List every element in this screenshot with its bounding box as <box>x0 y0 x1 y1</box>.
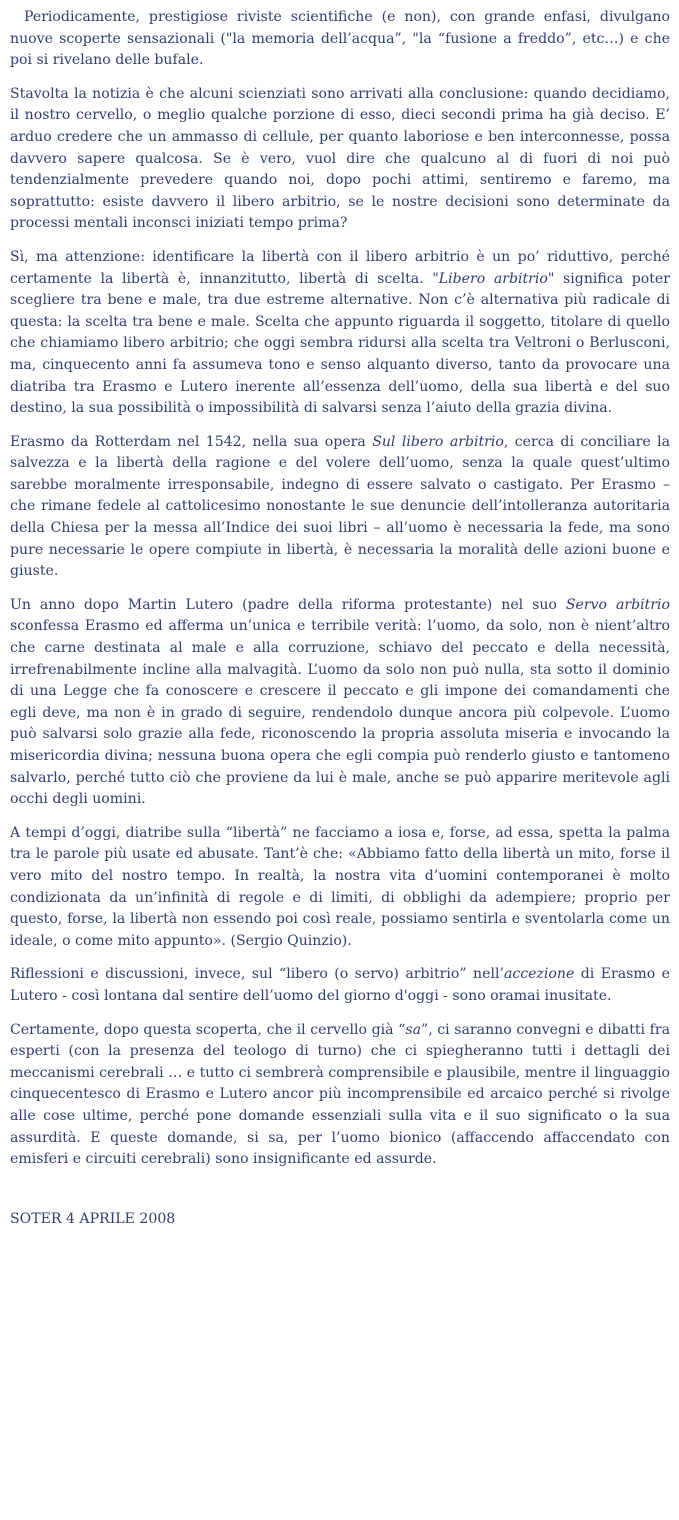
paragraph-8 <box>10 1020 670 1171</box>
paragraph-3-text-b: " significa poter scegliere tra bene e male, tra due estreme alternative. Non c’è alternativa più radicale di questa: la scelta tra bene e male. Scelta che appunto riguarda il soggetto, titolare di quello che chiamiamo libero arbitrio; che oggi sembra ridursi alla scelta tra Veltroni o Berlusconi, ma, cinquecento anni fa assumeva tono e senso alquanto diverso, tanto da provocare una diatriba tra Erasmo e Lutero inerente all’essenza dell’uomo, della sua libertà e del suo destino, la sua possibilità o impossibilità di salvarsi senza l’aiuto della grazia divina. <box>10 270 670 417</box>
paragraph-4-text-a: Erasmo da Rotterdam nel 1542, nella sua opera <box>10 433 373 450</box>
paragraph-6: A tempi d’oggi, diatribe sulla “libertà” ne facciamo a iosa e, forse, ad essa, spetta la palma tra le parole più usate ed abusate. Tant’è che: «Abbiamo fatto della libertà un mito, forse il vero mito del nostro tempo. In realtà, la nostra vita d’uomini contemporanei è molto condizionata da un’infinità di regole e di limiti, di obblighi da adempiere; proprio per questo, forse, la libertà non essendo poi così reale, possiamo sentirla e sventolarla come un ideale, o come mito appunto». (Sergio Quinzio). <box>10 824 670 949</box>
paragraph-3 <box>10 247 670 420</box>
paragraph-5 <box>10 595 670 811</box>
paragraph-3-text-a: Sì, ma attenzione: identificare la libertà con il libero arbitrio è un po’ riduttivo, perché certamente la libertà è, innanzitutto, libertà di scelta. " <box>10 248 670 287</box>
paragraph-1: Periodicamente, prestigiose riviste scientifiche (e non), con grande enfasi, divulgano nuove scoperte sensazionali ("la memoria dell’acqua”, "la “fusione a freddo”, etc…) e che poi si rivelano delle bufale. <box>10 9 670 69</box>
paragraph-8-italic: sa <box>405 1021 421 1038</box>
paragraph-7 <box>10 964 670 1007</box>
paragraph-4-italic: Sul libero arbitrio <box>372 433 504 450</box>
signature: SOTER 4 APRILE 2008 <box>10 1210 176 1227</box>
paragraph-7-text-b: di Erasmo e Lutero - così lontana dal sentire dell’uomo del giorno d'oggi - sono oramai inusitate. <box>10 966 670 1004</box>
paragraph-4-text-b: , cerca di conciliare la salvezza e la libertà della ragione e del volere dell’uomo, senza la quale quest’ultimo sarebbe moralmente irresponsabile, indegno di essere salvato o castigato. Per Erasmo – che rimane fedele al cattolicesimo nonostante le sue denuncie dell’intolleranza autoritaria della Chiesa per la messa all’Indice dei suoi libri – all’uomo è necessaria la fede, ma sono pure necessarie le opere compiute in libertà, è necessaria la moralità delle azioni buone e giuste. <box>10 433 671 580</box>
paragraph-8-text-a: Certamente, dopo questa scoperta, che il cervello già “ <box>10 1021 406 1038</box>
paragraph-8-text-b: ”, ci saranno convegni e dibatti fra esperti (con la presenza del teologo di turno) che ci spiegheranno tutti i dettagli dei meccanismi cerebrali … e tutto ci sembrerà comprensibile e plausibile, mentre il linguaggio cinquecentesco di Erasmo e Lutero ancor più incomprensibile ed arcaico perché si rivolge alle cose ultime, perché pone domande essenziali sulla vita e il suo significato o la sua assurdità. E queste domande, si sa, per l’uomo bionico (affaccendo affaccendato con emisferi e circuiti cerebrali) sono insignificante ed assurde. <box>10 1021 671 1168</box>
paragraph-5-text-a: Un anno dopo Martin Lutero (padre della riforma protestante) nel suo <box>10 596 566 613</box>
paragraph-5-italic: Servo arbitrio <box>565 596 671 613</box>
paragraph-4 <box>10 432 670 583</box>
article-body <box>10 7 670 1242</box>
paragraph-3-italic: Libero arbitrio <box>438 270 548 287</box>
paragraph-7-italic: accezione <box>503 966 575 983</box>
paragraph-7-text-a: Riflessioni e discussioni, invece, sul “libero (o servo) arbitrio” nell’ <box>10 966 504 983</box>
paragraph-5-text-b: sconfessa Erasmo ed afferma un’unica e terribile verità: l’uomo, da solo, non è nient’altro che carne destinata al male e alla corruzione, schiavo del peccato e della necessità, irrefrenabilmente incline alla malvagità. L’uomo da solo non può nulla, sta sotto il dominio di una Legge che fa conoscere e crescere il peccato e gli impone dei comandamenti che egli deve, ma non è in grado di seguire, rendendolo dunque ancora più colpevole. L’uomo può salvarsi solo grazie alla fede, riconoscendo la propria assoluta miseria e invocando la misericordia divina; nessuna buona opera che egli compia può renderlo giusto e tantomeno salvarlo, perché tutto ciò che proviene da lui è male, anche se può apparire meritevole agli occhi degli uomini. <box>10 618 670 808</box>
paragraph-2: Stavolta la notizia è che alcuni scienziati sono arrivati alla conclusione: quando decidiamo, il nostro cervello, o meglio qualche porzione di esso, dieci secondi prima ha già deciso. E’ arduo credere che un ammasso di cellule, per quanto laboriose e ben interconnesse, possa davvero sapere qualcosa. Se è vero, vuol dire che qualcuno al di fuori di noi può tendenzialmente prevedere quando noi, dopo pochi attimi, sentiremo e faremo, ma soprattutto: esiste davvero il libero arbitrio, se le nostre decisioni sono determinate da processi mentali inconsci iniziati tempo prima? <box>10 85 670 232</box>
